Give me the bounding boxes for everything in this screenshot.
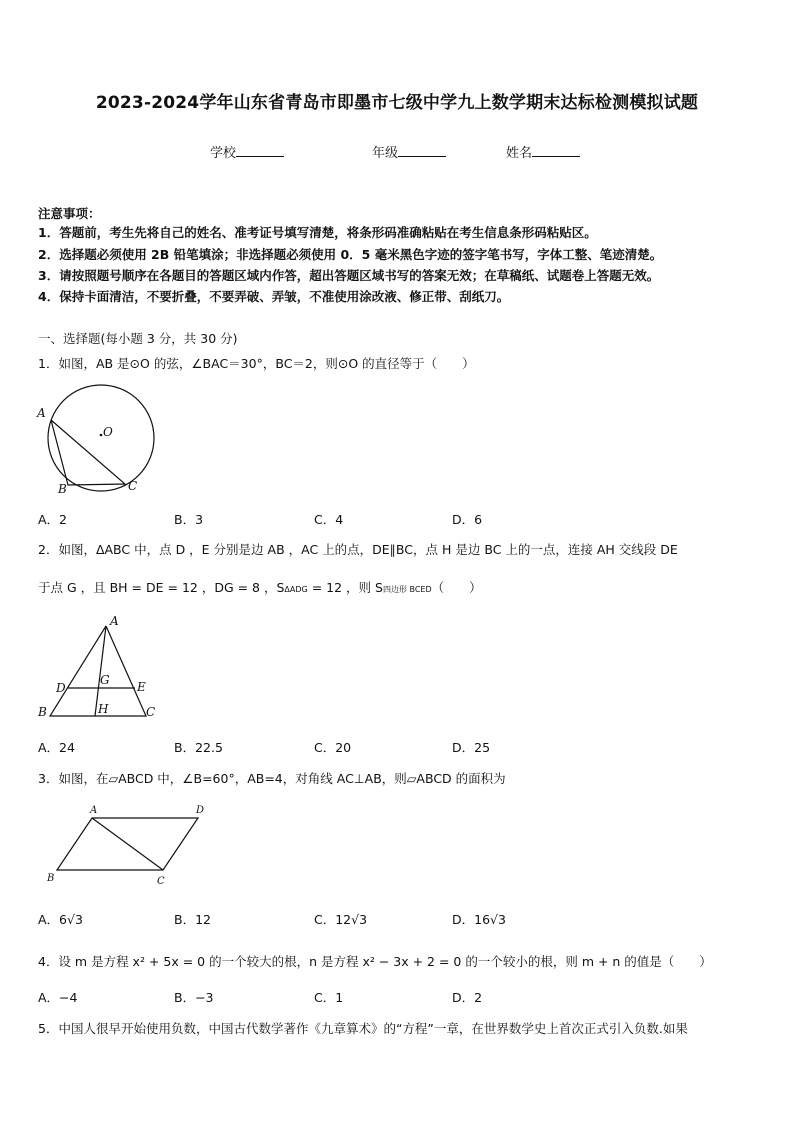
q2-label-d: D bbox=[56, 681, 66, 695]
q2-label-g: G bbox=[100, 673, 110, 687]
q3-label-b: B bbox=[47, 873, 55, 884]
q1-option-d[interactable]: D．6 bbox=[452, 512, 483, 527]
name-label: 姓名 bbox=[506, 146, 533, 161]
notice-item: 2．选择题必须使用 2B 铅笔填涂；非选择题必须使用 0．5 毫米黑色字迹的签字笔书写，字体工整、笔迹清楚。 bbox=[38, 247, 663, 262]
q1-option-c[interactable]: C．4 bbox=[314, 512, 344, 527]
q2-label-c: C bbox=[146, 705, 156, 719]
q1-option-a[interactable]: A．2 bbox=[38, 512, 68, 527]
q2-option-c[interactable]: C．20 bbox=[314, 740, 352, 755]
q3-label-d: D bbox=[196, 805, 205, 816]
question-3-stem: 3．如图，在▱ABCD 中，∠B=60°，AB=4，对角线 AC⊥AB，则▱ABCD 的面积为 bbox=[38, 771, 506, 786]
q4-option-c[interactable]: C．1 bbox=[314, 990, 344, 1005]
grade-label: 年级 bbox=[372, 146, 399, 161]
q3-option-b[interactable]: B．12 bbox=[174, 912, 211, 927]
q3-option-a[interactable]: A．6√3 bbox=[38, 912, 83, 927]
q2-option-a[interactable]: A．24 bbox=[38, 740, 75, 755]
notice-heading: 注意事项： bbox=[38, 206, 101, 221]
question-2-stem-line1: 2．如图，ΔABC 中，点 D ，E 分别是边 AB ，AC 上的点，DE∥BC，点 H 是边 BC 上的一点，连接 AH 交线段 DE bbox=[38, 542, 678, 557]
q1-label-b: B bbox=[58, 482, 67, 496]
notice-item: 3．请按照题号顺序在各题目的答题区域内作答，超出答题区域书写的答案无效；在草稿纸、试题卷上答题无效。 bbox=[38, 268, 660, 283]
school-label: 学校 bbox=[210, 146, 237, 161]
q3-label-c: C bbox=[157, 876, 165, 887]
question-2-stem-line2: 于点 G ，且 BH = DE = 12 ，DG = 8 ，SΔADG = 12 ，则 S四边形 BCED（ ） bbox=[38, 580, 482, 595]
question-1-stem: 1．如图，AB 是⊙O 的弦，∠BAC＝30°，BC＝2，则⊙O 的直径等于（ ） bbox=[38, 356, 475, 371]
q3-label-a: A bbox=[90, 805, 98, 816]
notice-item: 1．答题前，考生先将自己的姓名、准考证号填写清楚，将条形码准确粘贴在考生信息条形码粘贴区。 bbox=[38, 225, 597, 240]
q1-option-b[interactable]: B．3 bbox=[174, 512, 204, 527]
q1-label-c: C bbox=[128, 479, 138, 493]
q4-option-b[interactable]: B．−3 bbox=[174, 990, 214, 1005]
q2-label-b: B bbox=[38, 705, 47, 719]
q3-option-d[interactable]: D．16√3 bbox=[452, 912, 506, 927]
page-title: 2023-2024学年山东省青岛市即墨市七级中学九上数学期末达标检测模拟试题 bbox=[95, 93, 699, 113]
q1-label-a: A bbox=[37, 406, 46, 420]
q1-label-o: O bbox=[103, 425, 113, 439]
q3-option-c[interactable]: C．12√3 bbox=[314, 912, 368, 927]
q2-option-b[interactable]: B．22.5 bbox=[174, 740, 223, 755]
q2-label-h: H bbox=[98, 702, 109, 716]
section-heading: 一、选择题(每小题 3 分，共 30 分) bbox=[38, 331, 238, 346]
q2-option-d[interactable]: D．25 bbox=[452, 740, 491, 755]
q2-label-e: E bbox=[137, 680, 146, 694]
q2-label-a: A bbox=[110, 614, 119, 628]
question-5-stem: 5．中国人很早开始使用负数，中国古代数学著作《九章算术》的“方程”一章，在世界数学史上首次正式引入负数.如果 bbox=[38, 1021, 688, 1036]
notice-item: 4．保持卡面清洁，不要折叠，不要弄破、弄皱，不准使用涂改液、修正带、刮纸刀。 bbox=[38, 289, 510, 304]
question-4-stem: 4．设 m 是方程 x² + 5x = 0 的一个较大的根，n 是方程 x² − 3x + 2 = 0 的一个较小的根，则 m + n 的值是（ ） bbox=[38, 954, 712, 969]
q4-option-a[interactable]: A．−4 bbox=[38, 990, 78, 1005]
q4-option-d[interactable]: D．2 bbox=[452, 990, 483, 1005]
